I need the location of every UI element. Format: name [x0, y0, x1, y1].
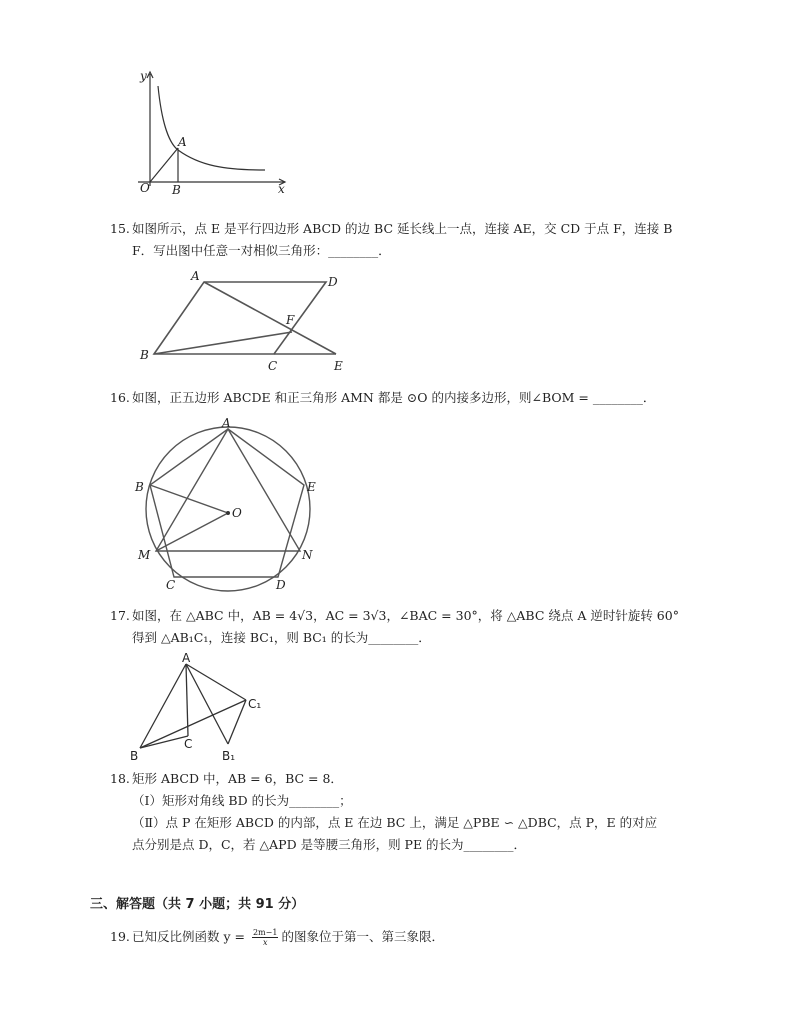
question-text: 已知反比例函数 y =	[132, 929, 245, 944]
fig16-label-o: O	[232, 506, 242, 520]
fig16-label-m: M	[138, 548, 151, 562]
figure-q16-circle	[132, 415, 332, 595]
fig15-label-b: B	[140, 348, 149, 362]
fig14-label-y: y	[140, 69, 147, 83]
question-text: 如图所示，点 E 是平行四边形 ABCD 的边 BC 延长线上一点，连接 AE，交 CD 于点 F，连接 B	[132, 221, 673, 236]
section-heading: 三、解答题（共 7 小题；共 91 分）	[90, 897, 305, 912]
question-part-1: （Ⅰ）矩形对角线 BD 的长为________；	[132, 793, 352, 808]
question-text: 如图，正五边形 ABCDE 和正三角形 AMN 都是 ⊙O 的内接多边形，则∠BOM = ________．	[132, 390, 656, 405]
fig14-label-x: x	[278, 182, 285, 196]
question-17	[110, 605, 710, 649]
fraction-denominator: x	[262, 938, 268, 947]
fig16-label-d: D	[276, 578, 286, 592]
question-number: 19.	[110, 929, 130, 944]
fig14-label-a: A	[178, 135, 187, 149]
fig15-label-d: D	[328, 275, 338, 289]
fig16-label-c: C	[166, 578, 176, 592]
fig17-label-c: C	[184, 737, 193, 751]
question-part-2-cont: 点分别是点 D，C，若 △APD 是等腰三角形，则 PE 的长为________．	[132, 837, 527, 852]
question-text-cont: 得到 △AB₁C₁，连接 BC₁，则 BC₁ 的长为________．	[132, 630, 431, 645]
fig16-label-b: B	[135, 480, 144, 494]
fig16-label-e: E	[307, 480, 316, 494]
fig16-label-a: A	[222, 416, 231, 430]
fig17-label-b1: B₁	[222, 749, 236, 763]
question-part-2: （Ⅱ）点 P 在矩形 ABCD 的内部，点 E 在边 BC 上，满足 △PBE ∽ △DBC，点 P，E 的对应	[132, 815, 658, 830]
question-number: 17.	[110, 608, 130, 623]
question-text-cont: F．写出图中任意一对相似三角形：________．	[132, 243, 391, 258]
question-number: 16.	[110, 390, 130, 405]
fig17-label-b: B	[130, 749, 139, 763]
figure-q15-parallelogram	[136, 268, 356, 374]
fraction	[252, 928, 278, 947]
figure-q17-rotation	[126, 650, 276, 765]
fig15-label-c: C	[268, 359, 278, 373]
question-text: 如图，在 △ABC 中，AB = 4√3，AC = 3√3，∠BAC = 30°，将 △ABC 绕点 A 逆时针旋转 60°	[132, 608, 679, 623]
fig17-label-a: A	[182, 651, 191, 665]
question-15	[110, 218, 710, 262]
fraction-numerator: 2m−1	[252, 928, 278, 937]
figure-q14-graph	[130, 66, 300, 198]
question-19	[110, 926, 710, 948]
question-text-cont: 的图象位于第一、第三象限．	[281, 929, 444, 944]
fig15-label-f: F	[286, 313, 295, 327]
question-number: 18.	[110, 771, 130, 786]
question-text: 矩形 ABCD 中，AB = 6，BC = 8．	[132, 771, 343, 786]
question-number: 15.	[110, 221, 130, 236]
question-16	[110, 387, 710, 409]
fig14-label-b: B	[172, 183, 181, 197]
question-18	[110, 768, 710, 856]
fig17-label-c1: C₁	[248, 697, 262, 711]
fig15-label-e: E	[334, 359, 343, 373]
fig14-label-o: O	[140, 181, 150, 195]
fig15-label-a: A	[191, 269, 200, 283]
fig16-label-n: N	[302, 548, 313, 562]
